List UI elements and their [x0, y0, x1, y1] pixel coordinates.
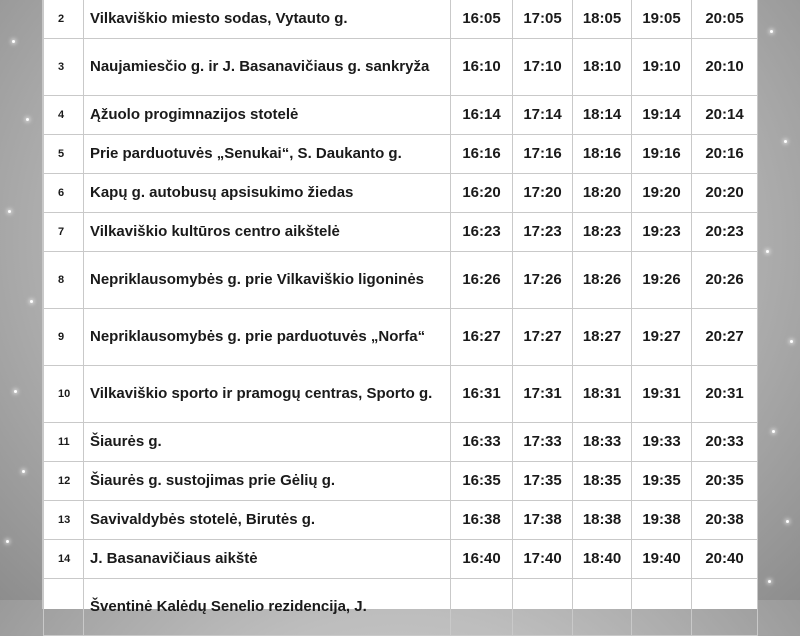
departure-time: 18:16 — [573, 135, 632, 174]
departure-time: 19:35 — [632, 462, 692, 501]
departure-time: 19:38 — [632, 501, 692, 540]
departure-time: 18:35 — [573, 462, 632, 501]
departure-time — [451, 579, 513, 636]
departure-time: 20:35 — [692, 462, 758, 501]
table-row — [44, 252, 758, 309]
departure-time: 18:31 — [573, 366, 632, 423]
departure-time: 20:16 — [692, 135, 758, 174]
stop-name: Ąžuolo progimnazijos stotelė — [84, 96, 451, 135]
departure-time: 17:23 — [513, 213, 573, 252]
departure-time: 18:05 — [573, 0, 632, 39]
table-row — [44, 423, 758, 462]
table-row — [44, 135, 758, 174]
departure-time: 16:27 — [451, 309, 513, 366]
table-row — [44, 0, 758, 39]
stop-number: 3 — [44, 39, 84, 96]
departure-time: 17:33 — [513, 423, 573, 462]
departure-time: 20:27 — [692, 309, 758, 366]
departure-time: 18:20 — [573, 174, 632, 213]
stop-name: Prie parduotuvės „Senukai“, S. Daukanto g. — [84, 135, 451, 174]
departure-time: 17:31 — [513, 366, 573, 423]
departure-time: 20:40 — [692, 540, 758, 579]
departure-time: 16:20 — [451, 174, 513, 213]
departure-time: 17:35 — [513, 462, 573, 501]
departure-time: 17:10 — [513, 39, 573, 96]
departure-time: 16:40 — [451, 540, 513, 579]
departure-time: 19:14 — [632, 96, 692, 135]
stop-name: Šiaurės g. — [84, 423, 451, 462]
stop-number: 14 — [44, 540, 84, 579]
stop-name: Nepriklausomybės g. prie parduotuvės „Norfa“ — [84, 309, 451, 366]
table-row — [44, 579, 758, 636]
table-row — [44, 309, 758, 366]
departure-time: 19:05 — [632, 0, 692, 39]
departure-time: 17:05 — [513, 0, 573, 39]
table-row — [44, 39, 758, 96]
departure-time: 20:23 — [692, 213, 758, 252]
departure-time: 19:20 — [632, 174, 692, 213]
departure-time: 16:05 — [451, 0, 513, 39]
departure-time: 16:35 — [451, 462, 513, 501]
stop-number: 6 — [44, 174, 84, 213]
departure-time: 20:26 — [692, 252, 758, 309]
stop-number: 5 — [44, 135, 84, 174]
stop-name: Naujamiesčio g. ir J. Basanavičiaus g. sankryža — [84, 39, 451, 96]
departure-time: 17:26 — [513, 252, 573, 309]
departure-time: 19:27 — [632, 309, 692, 366]
stop-name: Savivaldybės stotelė, Birutės g. — [84, 501, 451, 540]
stop-number: 8 — [44, 252, 84, 309]
departure-time: 19:26 — [632, 252, 692, 309]
departure-time: 20:05 — [692, 0, 758, 39]
stop-number: 10 — [44, 366, 84, 423]
table-row — [44, 540, 758, 579]
departure-time: 17:20 — [513, 174, 573, 213]
departure-time: 18:38 — [573, 501, 632, 540]
table-row — [44, 501, 758, 540]
timetable-sheet — [42, 0, 758, 615]
departure-time: 17:40 — [513, 540, 573, 579]
departure-time — [573, 579, 632, 636]
stop-name: Kapų g. autobusų apsisukimo žiedas — [84, 174, 451, 213]
departure-time: 19:10 — [632, 39, 692, 96]
bus-timetable — [43, 0, 758, 636]
departure-time: 16:33 — [451, 423, 513, 462]
departure-time: 20:33 — [692, 423, 758, 462]
stop-name: Šventinė Kalėdų Senelio rezidencija, J. — [84, 579, 451, 636]
departure-time: 17:16 — [513, 135, 573, 174]
stop-number: 12 — [44, 462, 84, 501]
table-row — [44, 213, 758, 252]
departure-time: 16:23 — [451, 213, 513, 252]
departure-time: 18:27 — [573, 309, 632, 366]
departure-time: 16:38 — [451, 501, 513, 540]
stop-number: 13 — [44, 501, 84, 540]
departure-time: 16:10 — [451, 39, 513, 96]
departure-time: 16:31 — [451, 366, 513, 423]
stop-name: J. Basanavičiaus aikštė — [84, 540, 451, 579]
departure-time: 18:23 — [573, 213, 632, 252]
stop-name: Šiaurės g. sustojimas prie Gėlių g. — [84, 462, 451, 501]
stop-number: 7 — [44, 213, 84, 252]
table-row — [44, 174, 758, 213]
departure-time: 16:14 — [451, 96, 513, 135]
departure-time: 17:38 — [513, 501, 573, 540]
stop-number — [44, 579, 84, 636]
table-row — [44, 462, 758, 501]
departure-time: 19:16 — [632, 135, 692, 174]
departure-time: 19:31 — [632, 366, 692, 423]
stop-number: 2 — [44, 0, 84, 39]
table-row — [44, 96, 758, 135]
departure-time: 20:31 — [692, 366, 758, 423]
departure-time: 16:26 — [451, 252, 513, 309]
stop-name: Vilkaviškio kultūros centro aikštelė — [84, 213, 451, 252]
departure-time: 19:40 — [632, 540, 692, 579]
stop-name: Vilkaviškio miesto sodas, Vytauto g. — [84, 0, 451, 39]
departure-time: 20:10 — [692, 39, 758, 96]
departure-time: 18:40 — [573, 540, 632, 579]
departure-time: 17:14 — [513, 96, 573, 135]
stop-number: 11 — [44, 423, 84, 462]
departure-time — [632, 579, 692, 636]
departure-time: 20:14 — [692, 96, 758, 135]
departure-time: 18:26 — [573, 252, 632, 309]
timetable-body — [44, 0, 758, 636]
stop-name: Nepriklausomybės g. prie Vilkaviškio ligoninės — [84, 252, 451, 309]
stop-number: 9 — [44, 309, 84, 366]
departure-time: 18:33 — [573, 423, 632, 462]
departure-time — [692, 579, 758, 636]
stop-number: 4 — [44, 96, 84, 135]
departure-time: 20:38 — [692, 501, 758, 540]
departure-time: 16:16 — [451, 135, 513, 174]
departure-time: 19:33 — [632, 423, 692, 462]
departure-time: 19:23 — [632, 213, 692, 252]
table-row — [44, 366, 758, 423]
stop-name: Vilkaviškio sporto ir pramogų centras, Sporto g. — [84, 366, 451, 423]
departure-time: 17:27 — [513, 309, 573, 366]
departure-time — [513, 579, 573, 636]
departure-time: 18:14 — [573, 96, 632, 135]
departure-time: 20:20 — [692, 174, 758, 213]
departure-time: 18:10 — [573, 39, 632, 96]
